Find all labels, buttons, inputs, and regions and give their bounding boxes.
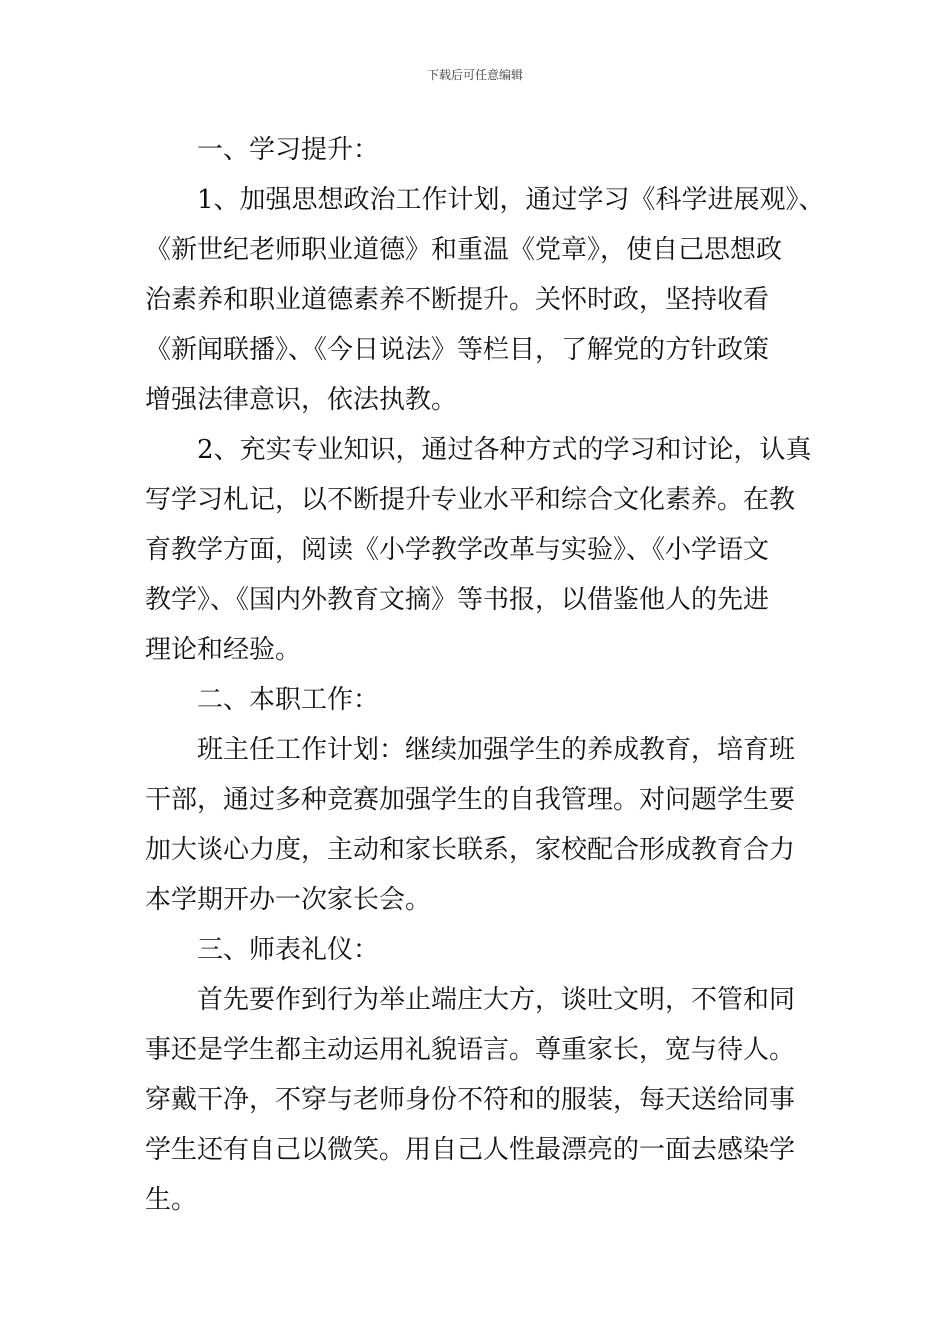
heading-duty: 二、本职工作：: [197, 685, 380, 715]
paragraph-line: 班主任工作计划：继续加强学生的养成教育，培育班: [197, 735, 796, 765]
paragraph-line: 增强法律意识，依法执教。: [145, 385, 458, 415]
paragraph-line: 干部，通过多种竞赛加强学生的自我管理。对问题学生要: [145, 785, 796, 815]
paragraph-line: 2、充实专业知识，通过各种方式的学习和讨论，认真: [197, 435, 812, 465]
paragraph-line: 《新世纪老师职业道德》和重温《党章》，使自己思想政: [145, 235, 783, 265]
paragraph-line: 育教学方面，阅读《小学教学改革与实验》、《小学语文: [145, 535, 770, 565]
paragraph-line: 加大谈心力度，主动和家长联系，家校配合形成教育合力: [145, 835, 796, 865]
paragraph-line: 写学习札记，以不断提升专业水平和综合文化素养。在教: [145, 485, 796, 515]
paragraph-line: 1、加强思想政治工作计划，通过学习《科学进展观》、: [197, 185, 825, 215]
heading-study: 一、学习提升：: [197, 135, 380, 165]
paragraph-line: 《新闻联播》、《今日说法》等栏目，了解党的方针政策: [145, 335, 770, 365]
paragraph-line: 本学期开办一次家长会。: [145, 885, 432, 915]
heading-etiquette: 三、师表礼仪：: [197, 935, 380, 965]
paragraph-line: 生。: [145, 1185, 198, 1215]
paragraph-line: 首先要作到行为举止端庄大方，谈吐文明，不管和同: [197, 985, 796, 1015]
page-header: 下载后可任意编辑: [426, 68, 523, 82]
paragraph-line: 学生还有自己以微笑。用自己人性最漂亮的一面去感染学: [145, 1135, 796, 1165]
paragraph-line: 穿戴干净，不穿与老师身份不符和的服装，每天送给同事: [145, 1085, 796, 1115]
paragraph-line: 事还是学生都主动运用礼貌语言。尊重家长，宽与待人。: [145, 1035, 796, 1065]
paragraph-line: 治素养和职业道德素养不断提升。关怀时政，坚持收看: [145, 285, 770, 315]
paragraph-line: 教学》、《国内外教育文摘》等书报，以借鉴他人的先进: [145, 585, 770, 615]
paragraph-line: 理论和经验。: [145, 635, 302, 665]
